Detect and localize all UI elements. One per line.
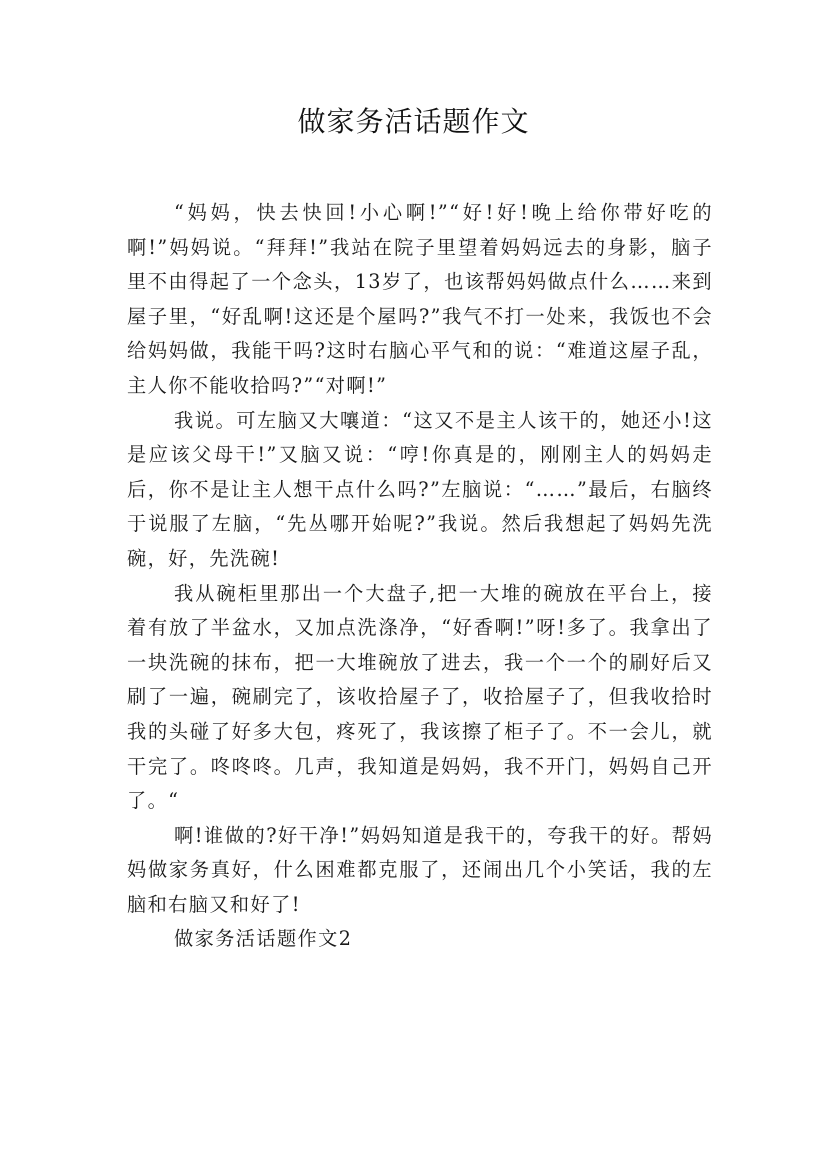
paragraph-4: 啊!谁做的?好干净!”妈妈知道是我干的，夸我干的好。帮妈妈做家务真好，什么困难都克服了，还闹出几个小笑话，我的左脑和右脑又和好了!	[127, 823, 713, 916]
section-heading-2: 做家务活话题作文2	[174, 927, 353, 951]
document-title: 做家务活话题作文	[297, 105, 530, 138]
paragraph-3: 我从碗柜里那出一个大盘子,把一大堆的碗放在平台上，接着有放了半盆水，又加点洗涤净，“好香啊!”呀!多了。我拿出了一块洗碗的抹布，把一大堆碗放了进去，我一个一个的刷好后又刷了一遍，碗刷完了，该收拾屋子了，收拾屋子了，但我收拾时我的头碰了好多大包，疼死了，我该擦了柜子了。不一会儿，就干完了。咚咚咚。几声，我知道是妈妈，我不开门，妈妈自己开了。“	[127, 581, 713, 813]
paragraph-1: “妈妈，快去快回!小心啊!”“好!好!晚上给你带好吃的啊!”妈妈说。“拜拜!”我站在院子里望着妈妈远去的身影，脑子里不由得起了一个念头，13岁了，也该帮妈妈做点什么……来到屋子里，“好乱啊!这还是个屋吗?”我气不打一处来，我饭也不会给妈妈做，我能干吗?这时右脑心平气和的说：“难道这屋子乱，主人你不能收拾吗?”“对啊!”	[127, 201, 713, 397]
document-body	[127, 196, 713, 957]
paragraph-2: 我说。可左脑又大嚷道：“这又不是主人该干的，她还小!这是应该父母干!”又脑又说：“哼!你真是的，刚刚主人的妈妈走后，你不是让主人想干点什么吗?”左脑说：“……”最后，右脑终于说服了左脑，“先丛哪开始呢?”我说。然后我想起了妈妈先洗碗，好，先洗碗!	[127, 408, 713, 570]
